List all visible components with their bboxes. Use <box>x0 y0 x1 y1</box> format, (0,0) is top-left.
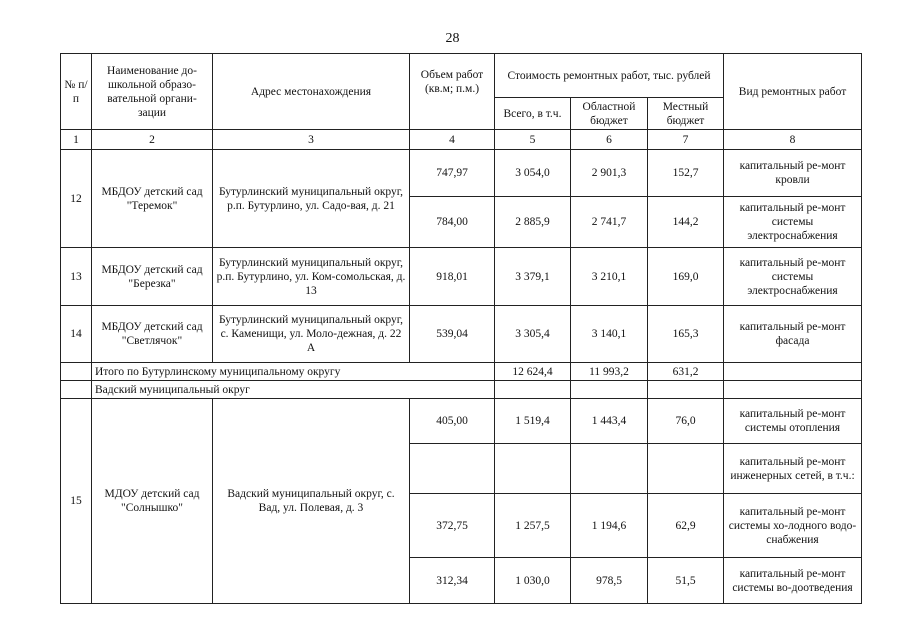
regional-cell: 2 741,7 <box>571 197 648 248</box>
local-cell <box>648 444 724 494</box>
type-cell: капитальный ре-монт системы отопления <box>724 399 862 444</box>
org-name: МДОУ детский сад "Солнышко" <box>92 399 213 604</box>
org-name: МБДОУ детский сад "Светлячок" <box>92 306 213 363</box>
subtotal-label: Итого по Бутурлинскому муниципальному округу <box>92 363 495 381</box>
column-number: 3 <box>213 130 410 150</box>
regional-cell: 3 140,1 <box>571 306 648 363</box>
header-type: Вид ремонтных работ <box>724 54 862 130</box>
org-name: МБДОУ детский сад "Теремок" <box>92 150 213 248</box>
section-row <box>61 381 862 399</box>
empty-cell <box>61 363 92 381</box>
column-number: 8 <box>724 130 862 150</box>
header-name: Наименование до-школьной образо-вательной органи-зации <box>92 54 213 130</box>
total-cell: 1 030,0 <box>495 558 571 604</box>
regional-cell: 2 901,3 <box>571 150 648 197</box>
type-cell: капитальный ре-монт инженерных сетей, в т.ч.: <box>724 444 862 494</box>
volume-cell <box>410 444 495 494</box>
local-cell: 76,0 <box>648 399 724 444</box>
local-cell: 144,2 <box>648 197 724 248</box>
row-num: 13 <box>61 248 92 306</box>
empty-cell <box>61 381 92 399</box>
repair-costs-table <box>60 53 862 604</box>
volume-cell: 784,00 <box>410 197 495 248</box>
type-cell: капитальный ре-монт системы во-доотведения <box>724 558 862 604</box>
table-row <box>61 150 862 197</box>
type-cell: капитальный ре-монт системы электроснабжения <box>724 197 862 248</box>
section-label: Вадский муниципальный округ <box>92 381 495 399</box>
total-cell: 1 519,4 <box>495 399 571 444</box>
subtotal-row <box>61 363 862 381</box>
empty-cell <box>724 363 862 381</box>
total-cell: 3 305,4 <box>495 306 571 363</box>
type-cell: капитальный ре-монт системы хо-лодного водо-снабжения <box>724 494 862 558</box>
header-total: Всего, в т.ч. <box>495 98 571 130</box>
local-cell: 51,5 <box>648 558 724 604</box>
type-cell: капитальный ре-монт системы электроснабжения <box>724 248 862 306</box>
column-number: 7 <box>648 130 724 150</box>
header-volume: Объем работ (кв.м; п.м.) <box>410 54 495 130</box>
org-address: Бутурлинский муниципальный округ, р.п. Бутурлино, ул. Садо-вая, д. 21 <box>213 150 410 248</box>
subtotal-total: 12 624,4 <box>495 363 571 381</box>
type-cell: капитальный ре-монт кровли <box>724 150 862 197</box>
column-number: 6 <box>571 130 648 150</box>
total-cell: 3 054,0 <box>495 150 571 197</box>
volume-cell: 372,75 <box>410 494 495 558</box>
local-cell: 62,9 <box>648 494 724 558</box>
regional-cell <box>571 444 648 494</box>
empty-cell <box>571 381 648 399</box>
header-local: Местный бюджет <box>648 98 724 130</box>
org-address: Бутурлинский муниципальный округ, с. Каменищи, ул. Моло-дежная, д. 22 А <box>213 306 410 363</box>
total-cell <box>495 444 571 494</box>
empty-cell <box>648 381 724 399</box>
column-number: 2 <box>92 130 213 150</box>
table-row <box>61 306 862 363</box>
total-cell: 1 257,5 <box>495 494 571 558</box>
column-number: 1 <box>61 130 92 150</box>
page-number: 28 <box>445 31 460 46</box>
header-row <box>61 54 862 98</box>
total-cell: 3 379,1 <box>495 248 571 306</box>
local-cell: 152,7 <box>648 150 724 197</box>
header-cost-group: Стоимость ремонтных работ, тыс. рублей <box>495 54 724 98</box>
column-number: 4 <box>410 130 495 150</box>
empty-cell <box>724 381 862 399</box>
subtotal-regional: 11 993,2 <box>571 363 648 381</box>
regional-cell: 978,5 <box>571 558 648 604</box>
volume-cell: 312,34 <box>410 558 495 604</box>
regional-cell: 1 194,6 <box>571 494 648 558</box>
volume-cell: 539,04 <box>410 306 495 363</box>
volume-cell: 918,01 <box>410 248 495 306</box>
row-num: 12 <box>61 150 92 248</box>
header-address: Адрес местонахождения <box>213 54 410 130</box>
column-number: 5 <box>495 130 571 150</box>
header-regional: Областной бюджет <box>571 98 648 130</box>
row-num: 15 <box>61 399 92 604</box>
local-cell: 165,3 <box>648 306 724 363</box>
volume-cell: 405,00 <box>410 399 495 444</box>
org-name: МБДОУ детский сад "Березка" <box>92 248 213 306</box>
empty-cell <box>495 381 571 399</box>
column-numbers-row <box>61 130 862 150</box>
type-cell: капитальный ре-монт фасада <box>724 306 862 363</box>
regional-cell: 3 210,1 <box>571 248 648 306</box>
volume-cell: 747,97 <box>410 150 495 197</box>
row-num: 14 <box>61 306 92 363</box>
table-row <box>61 399 862 444</box>
total-cell: 2 885,9 <box>495 197 571 248</box>
org-address: Бутурлинский муниципальный округ, р.п. Бутурлино, ул. Ком-сомольская, д. 13 <box>213 248 410 306</box>
header-num: № п/п <box>61 54 92 130</box>
org-address: Вадский муниципальный округ, с. Вад, ул. Полевая, д. 3 <box>213 399 410 604</box>
regional-cell: 1 443,4 <box>571 399 648 444</box>
subtotal-local: 631,2 <box>648 363 724 381</box>
local-cell: 169,0 <box>648 248 724 306</box>
table-row <box>61 248 862 306</box>
